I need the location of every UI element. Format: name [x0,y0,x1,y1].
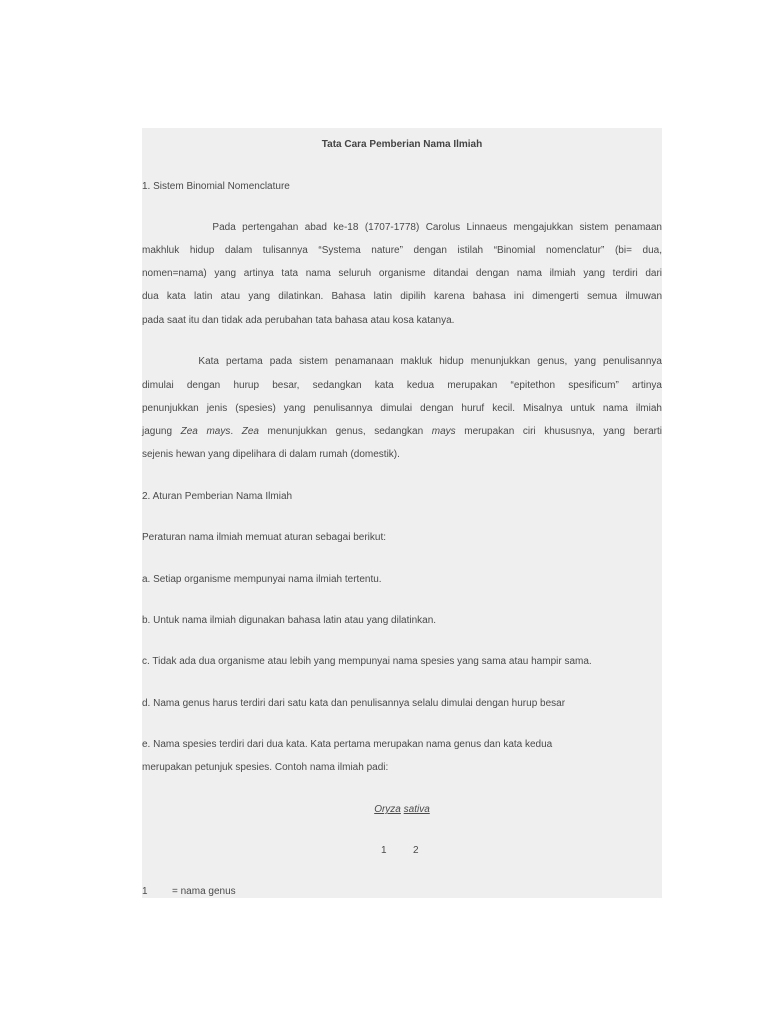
legend-text: = nama genus [172,886,236,897]
section-2-heading: 2. Aturan Pemberian Nama Ilmiah [142,491,293,502]
example-scientific-name [142,798,662,821]
paragraph-1-line: makhluk hidup dalam tulisannya “Systema nature” dengan istilah “Binomial nomenclatur” (bi= dua, [142,245,662,256]
document-title: Tata Cara Pemberian Nama Ilmiah [321,139,483,150]
paragraph-1-line: dua kata latin atau yang dilatinkan. Bahasa latin dipilih karena bahasa ini dimengerti semua ilmuwan [142,291,662,302]
rule-e-line: e. Nama spesies terdiri dari dua kata. Kata pertama merupakan nama genus dan kata kedua [142,739,553,750]
paragraph-1-line: Pada pertengahan abad ke-18 (1707-1778) Carolus Linnaeus mengajukkan sistem penamaan [142,222,662,233]
paragraph-1-line: pada saat itu dan tidak ada perubahan tata bahasa atau kosa katanya. [142,315,455,326]
legend-number: 1 [142,886,148,897]
rule-d: d. Nama genus harus terdiri dari satu kata dan penulisannya selalu dimulai dengan hurup besar [142,698,566,709]
legend-line [142,880,662,903]
rule-c: c. Tidak ada dua organisme atau lebih yang mempunyai nama spesies yang sama atau hampir sama. [142,656,592,667]
example-genus: Oryza [374,804,401,815]
paragraph-2-line: Kata pertama pada sistem penamanaan makluk hidup menunjukkan genus, yang penulisannya [142,356,662,367]
paragraph-2-line: jagung Zea mays. Zea menunjukkan genus, sedangkan mays merupakan ciri khususnya, yang berarti [142,426,663,437]
paragraph-2-line: sejenis hewan yang dipelihara di dalam rumah (domestik). [142,449,400,460]
document-page [142,128,662,898]
rule-e-line: merupakan petunjuk spesies. Contoh nama ilmiah padi: [142,762,389,773]
rule-a: a. Setiap organisme mempunyai nama ilmiah tertentu. [142,574,382,585]
section-1-heading: 1. Sistem Binomial Nomenclature [142,181,290,192]
example-number-1: 1 [381,845,387,856]
paragraph-1-line: nomen=nama) yang artinya tata nama seluruh organisme ditandai dengan nama ilmiah yang terdiri dari [142,268,662,279]
rule-b: b. Untuk nama ilmiah digunakan bahasa latin atau yang dilatinkan. [142,615,437,626]
rules-intro: Peraturan nama ilmiah memuat aturan sebagai berikut: [142,532,387,543]
example-number-2: 2 [413,845,419,856]
example-species: sativa [403,804,430,815]
paragraph-2-line: dimulai dengan hurup besar, sedangkan kata kedua merupakan “epitethon spesificum” artinya [142,380,662,391]
paragraph-2-line: penunjukkan jenis (spesies) yang penulisannya dimulai dengan huruf kecil. Misalnya untuk nama ilmiah [142,403,662,414]
